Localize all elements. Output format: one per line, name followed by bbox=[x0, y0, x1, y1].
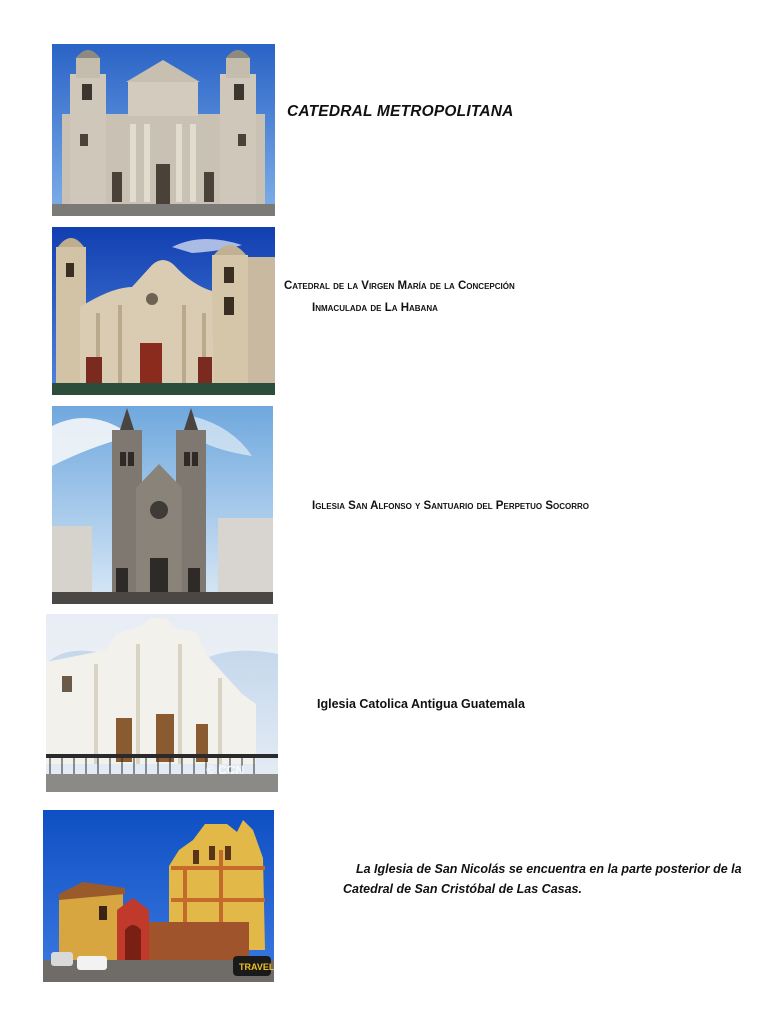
photo-catedral-habana bbox=[52, 227, 275, 395]
caption-iglesia-san-alfonso: Iglesia San Alfonso y Santuario del Perpetuo Socorro bbox=[312, 500, 590, 512]
photo-iglesia-san-alfonso bbox=[52, 406, 273, 604]
caption-iglesia-antigua-guatemala: Iglesia Catolica Antigua Guatemala bbox=[317, 697, 525, 711]
travel-watermark: TRAVEL bbox=[239, 962, 274, 972]
ccn-watermark: © CCN bbox=[206, 763, 245, 777]
photo-iglesia-antigua-guatemala bbox=[46, 614, 278, 792]
caption-san-nicolas-line2: Catedral de San Cristóbal de Las Casas. bbox=[343, 882, 582, 896]
photo-iglesia-san-nicolas bbox=[43, 810, 274, 982]
caption-catedral-habana-line2: Inmaculada de La Habana bbox=[312, 302, 438, 314]
caption-catedral-habana-line1: Catedral de la Virgen María de la Concepción bbox=[284, 280, 515, 292]
caption-catedral-metropolitana: CATEDRAL METROPOLITANA bbox=[287, 103, 514, 120]
photo-catedral-metropolitana bbox=[52, 44, 275, 216]
caption-san-nicolas-line1: La Iglesia de San Nicolás se encuentra en la parte posterior de la bbox=[356, 862, 742, 876]
